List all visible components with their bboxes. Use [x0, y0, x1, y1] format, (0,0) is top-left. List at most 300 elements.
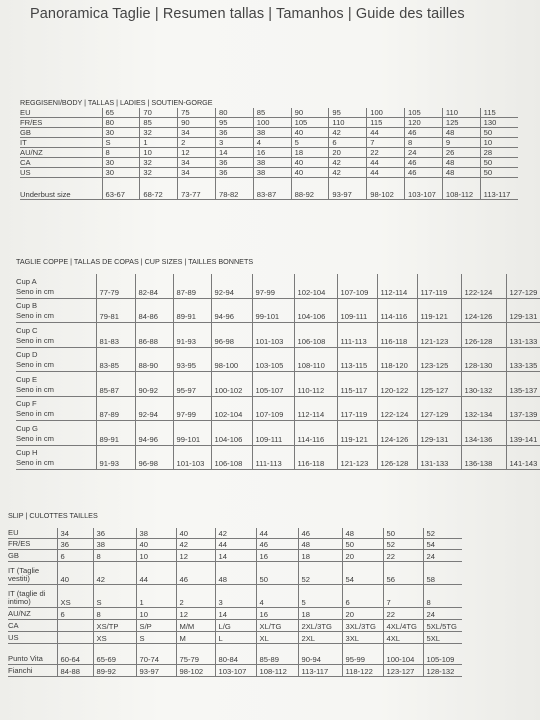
- size-cell: XL/TG: [256, 620, 298, 632]
- size-cell: 85: [140, 118, 178, 128]
- cup-label: [16, 396, 96, 421]
- size-cell: 16: [253, 148, 291, 158]
- size-cell: 48: [298, 539, 342, 550]
- size-cell: 58: [423, 562, 462, 585]
- size-cell: 102-104: [294, 274, 337, 298]
- bra-row: [20, 108, 518, 118]
- size-cell: 87-89: [96, 396, 135, 421]
- cup-name: Cup G: [16, 423, 38, 433]
- size-cell: 93-95: [173, 347, 211, 372]
- cup-label: [16, 298, 96, 323]
- cup-section-title: TAGLIE COPPE | TALLAS DE COPAS | CUP SIZES | TAILLES BONNETS: [16, 257, 254, 266]
- size-cell: 10: [480, 138, 518, 148]
- cup-row: [16, 445, 540, 470]
- cup-measure-label: Seno in cm: [16, 409, 54, 419]
- bra-section-title: REGGISENI/BODY | TALLAS | LADIES | SOUTIEN-GORGE: [20, 98, 213, 107]
- cup-row: [16, 372, 540, 397]
- size-cell: 34: [178, 128, 216, 138]
- size-cell: 46: [176, 562, 215, 585]
- size-cell: 30: [102, 128, 140, 138]
- size-cell: 127-129: [417, 396, 461, 421]
- size-cell: 4: [253, 138, 291, 148]
- size-cell: 50: [256, 562, 298, 585]
- size-cell: L/G: [215, 620, 256, 632]
- size-cell: 24: [405, 148, 443, 158]
- size-cell: 110: [329, 118, 367, 128]
- cup-name: Cup B: [16, 301, 38, 311]
- size-cell: 38: [136, 528, 176, 539]
- size-cell: 48: [442, 168, 480, 178]
- size-cell: 36: [215, 168, 253, 178]
- size-cell: 102-104: [211, 396, 252, 421]
- size-cell: 100-102: [211, 372, 252, 397]
- size-cell: 32: [140, 168, 178, 178]
- bra-row: [20, 168, 518, 178]
- size-cell: 42: [176, 539, 215, 550]
- cup-label: [16, 372, 96, 397]
- size-cell: 1: [136, 585, 176, 608]
- size-cell: 1: [140, 138, 178, 148]
- size-cell: 6: [57, 608, 93, 620]
- size-cell: 108-112: [256, 665, 298, 677]
- size-cell: 65: [102, 108, 140, 118]
- size-cell: 77-79: [96, 274, 135, 298]
- row-label: EU: [20, 108, 102, 118]
- size-cell: 44: [367, 128, 405, 138]
- bra-row: [20, 138, 518, 148]
- cup-row: [16, 421, 540, 446]
- size-cell: S: [102, 138, 140, 148]
- size-cell: 50: [342, 539, 383, 550]
- size-cell: 22: [383, 608, 423, 620]
- size-cell: 135-137: [506, 372, 540, 397]
- size-cell: 44: [136, 562, 176, 585]
- size-cell: 38: [253, 128, 291, 138]
- size-cell: 20: [329, 148, 367, 158]
- size-cell: 48: [442, 128, 480, 138]
- size-cell: 18: [298, 608, 342, 620]
- size-cell: 16: [256, 550, 298, 562]
- size-cell: 118-122: [342, 665, 383, 677]
- size-cell: 124-126: [461, 298, 506, 323]
- size-cell: 94-96: [211, 298, 252, 323]
- slip-measure-row: [8, 665, 462, 677]
- size-cell: 8: [93, 550, 136, 562]
- size-cell: 32: [140, 128, 178, 138]
- size-cell: 65-69: [93, 653, 136, 665]
- size-cell: 40: [291, 128, 329, 138]
- size-cell: S: [136, 632, 176, 644]
- size-cell: 117-119: [417, 274, 461, 298]
- cup-row: [16, 274, 540, 298]
- row-label: GB: [20, 128, 102, 138]
- cup-measure-label: Seno in cm: [16, 335, 54, 345]
- size-cell: 100: [253, 118, 291, 128]
- size-cell: 89-91: [173, 298, 211, 323]
- size-cell: 7: [367, 138, 405, 148]
- size-cell: 40: [291, 158, 329, 168]
- size-cell: 83-85: [96, 347, 135, 372]
- size-cell: 42: [329, 158, 367, 168]
- size-cell: 116-118: [377, 323, 417, 348]
- size-cell: 5: [291, 138, 329, 148]
- size-cell: 101-103: [173, 445, 211, 470]
- size-cell: 115-117: [337, 372, 377, 397]
- cup-row: [16, 396, 540, 421]
- size-cell: 50: [480, 158, 518, 168]
- row-label: AU/NZ: [20, 148, 102, 158]
- size-cell: 20: [342, 550, 383, 562]
- size-cell: 85-89: [256, 653, 298, 665]
- bra-row: [20, 128, 518, 138]
- size-cell: 22: [367, 148, 405, 158]
- cup-measure-label: Seno in cm: [16, 286, 54, 296]
- size-cell: 96-98: [135, 445, 173, 470]
- size-cell: 113-115: [337, 347, 377, 372]
- size-cell: 48: [442, 158, 480, 168]
- size-cell: 105-109: [423, 653, 462, 665]
- size-cell: 98-100: [211, 347, 252, 372]
- size-cell: 123-127: [383, 665, 423, 677]
- size-cell: 106-108: [211, 445, 252, 470]
- size-cell: 114-116: [377, 298, 417, 323]
- size-cell: 44: [215, 539, 256, 550]
- size-cell: 2XL: [298, 632, 342, 644]
- size-cell: 18: [291, 148, 329, 158]
- size-cell: 42: [215, 528, 256, 539]
- size-cell: 121-123: [417, 323, 461, 348]
- size-cell: 42: [93, 562, 136, 585]
- row-label: US: [20, 168, 102, 178]
- cup-row: [16, 323, 540, 348]
- size-cell: 131-133: [417, 445, 461, 470]
- size-cell: 130: [480, 118, 518, 128]
- size-cell: 5: [298, 585, 342, 608]
- size-cell: 127-129: [506, 274, 540, 298]
- slip-measure-row: [8, 653, 462, 665]
- size-cell: 134-136: [461, 421, 506, 446]
- size-cell: 99-101: [173, 421, 211, 446]
- size-cell: 42: [329, 128, 367, 138]
- size-cell: 70: [140, 108, 178, 118]
- size-cell: 90: [178, 118, 216, 128]
- size-cell: 89-91: [96, 421, 135, 446]
- size-cell: 120: [405, 118, 443, 128]
- size-cell: XL: [256, 632, 298, 644]
- row-label: IT: [20, 138, 102, 148]
- size-cell: 97-99: [173, 396, 211, 421]
- size-cell: S: [93, 585, 136, 608]
- size-cell: 126-128: [377, 445, 417, 470]
- size-cell: 119-121: [417, 298, 461, 323]
- size-cell: 16: [256, 608, 298, 620]
- size-cell: 10: [140, 148, 178, 158]
- size-cell: XS: [93, 632, 136, 644]
- size-cell: 88-90: [135, 347, 173, 372]
- size-cell: 40: [57, 562, 93, 585]
- size-cell: 34: [178, 168, 216, 178]
- size-cell: 86-88: [135, 323, 173, 348]
- size-cell: 10: [136, 608, 176, 620]
- size-cell: 9: [442, 138, 480, 148]
- size-cell: 3XL/3TG: [342, 620, 383, 632]
- size-cell: 98-102: [176, 665, 215, 677]
- size-cell: 107-109: [252, 396, 294, 421]
- size-cell: [57, 620, 93, 632]
- size-cell: 22: [383, 550, 423, 562]
- size-cell: 80-84: [215, 653, 256, 665]
- bra-size-table: [20, 108, 518, 200]
- row-label: AU/NZ: [8, 608, 57, 620]
- size-cell: 99-101: [252, 298, 294, 323]
- size-cell: 32: [140, 158, 178, 168]
- slip-row: [8, 550, 462, 562]
- size-cell: 79-81: [96, 298, 135, 323]
- cup-name: Cup D: [16, 350, 38, 360]
- size-cell: 125: [442, 118, 480, 128]
- size-cell: 44: [256, 528, 298, 539]
- size-cell: 34: [178, 158, 216, 168]
- cup-measure-label: Seno in cm: [16, 311, 54, 321]
- size-cell: 4XL: [383, 632, 423, 644]
- size-cell: 124-126: [377, 421, 417, 446]
- size-cell: 30: [102, 168, 140, 178]
- size-cell: 80: [102, 118, 140, 128]
- row-label: FR/ES: [20, 118, 102, 128]
- slip-row: [8, 620, 462, 632]
- size-cell: 36: [215, 158, 253, 168]
- size-cell: 109-111: [252, 421, 294, 446]
- size-cell: 112-114: [294, 396, 337, 421]
- size-cell: 2: [178, 138, 216, 148]
- size-cell: 4XL/4TG: [383, 620, 423, 632]
- row-label: GB: [8, 550, 57, 562]
- size-cell: 6: [57, 550, 93, 562]
- slip-section-title: SLIP | CULOTTES TAILLES: [8, 511, 98, 520]
- size-cell: 36: [93, 528, 136, 539]
- size-cell: 118-120: [377, 347, 417, 372]
- size-cell: 7: [383, 585, 423, 608]
- size-cell: 94-96: [135, 421, 173, 446]
- size-cell: 115: [367, 118, 405, 128]
- size-cell: M: [176, 632, 215, 644]
- size-cell: 119-121: [337, 421, 377, 446]
- size-cell: 63-67: [102, 189, 140, 200]
- row-label: IT (Taglie vestiti): [8, 562, 57, 585]
- size-cell: 96-98: [211, 323, 252, 348]
- size-cell: 91-93: [173, 323, 211, 348]
- size-cell: 6: [329, 138, 367, 148]
- size-cell: 50: [480, 168, 518, 178]
- size-cell: 81-83: [96, 323, 135, 348]
- size-cell: 126-128: [461, 323, 506, 348]
- size-cell: 85: [253, 108, 291, 118]
- size-cell: 18: [298, 550, 342, 562]
- size-cell: 91-93: [96, 445, 135, 470]
- size-cell: 46: [256, 539, 298, 550]
- underbust-row: [20, 189, 518, 200]
- size-cell: 93-97: [329, 189, 367, 200]
- size-cell: 95-99: [342, 653, 383, 665]
- size-cell: 95-97: [173, 372, 211, 397]
- cup-name: Cup C: [16, 325, 38, 335]
- row-label: Punto Vita: [8, 653, 57, 665]
- slip-row: [8, 539, 462, 550]
- size-cell: 12: [176, 608, 215, 620]
- size-cell: 82-84: [135, 274, 173, 298]
- size-cell: 48: [342, 528, 383, 539]
- size-cell: 114-116: [294, 421, 337, 446]
- size-cell: 50: [383, 528, 423, 539]
- size-cell: 3: [215, 138, 253, 148]
- row-label: CA: [20, 158, 102, 168]
- size-cell: 107-109: [337, 274, 377, 298]
- size-cell: 52: [423, 528, 462, 539]
- size-cell: 133-135: [506, 347, 540, 372]
- row-label: EU: [8, 528, 57, 539]
- cup-label: [16, 323, 96, 348]
- size-cell: 117-119: [337, 396, 377, 421]
- size-cell: 84-88: [57, 665, 93, 677]
- size-cell: 68-72: [140, 189, 178, 200]
- size-cell: 93-97: [136, 665, 176, 677]
- size-cell: 125-127: [417, 372, 461, 397]
- size-cell: 10: [136, 550, 176, 562]
- size-cell: 8: [93, 608, 136, 620]
- size-cell: 122-124: [461, 274, 506, 298]
- size-cell: 122-124: [377, 396, 417, 421]
- cup-measure-label: Seno in cm: [16, 384, 54, 394]
- size-cell: 109-111: [337, 298, 377, 323]
- size-cell: 84-86: [135, 298, 173, 323]
- size-cell: 98-102: [367, 189, 405, 200]
- size-cell: 50: [480, 128, 518, 138]
- size-cell: 116-118: [294, 445, 337, 470]
- cup-row: [16, 347, 540, 372]
- size-cell: 100-104: [383, 653, 423, 665]
- size-cell: 105: [405, 108, 443, 118]
- size-cell: 89-92: [93, 665, 136, 677]
- row-label: CA: [8, 620, 57, 632]
- cup-name: Cup A: [16, 276, 37, 286]
- size-cell: 112-114: [377, 274, 417, 298]
- size-cell: 78-82: [215, 189, 253, 200]
- size-cell: 3: [215, 585, 256, 608]
- size-cell: 24: [423, 550, 462, 562]
- size-cell: 4: [256, 585, 298, 608]
- size-cell: 104-106: [211, 421, 252, 446]
- row-label: Fianchi: [8, 665, 57, 677]
- size-cell: 101-103: [252, 323, 294, 348]
- size-cell: 36: [57, 539, 93, 550]
- size-cell: 8: [405, 138, 443, 148]
- size-cell: 40: [176, 528, 215, 539]
- cup-measure-label: Seno in cm: [16, 433, 54, 443]
- size-cell: 111-113: [252, 445, 294, 470]
- size-cell: 111-113: [337, 323, 377, 348]
- size-cell: 108-110: [294, 347, 337, 372]
- size-cell: 120-122: [377, 372, 417, 397]
- cup-label: [16, 274, 96, 298]
- bra-row: [20, 118, 518, 128]
- size-cell: 40: [291, 168, 329, 178]
- size-cell: 137-139: [506, 396, 540, 421]
- cup-name: Cup H: [16, 448, 38, 458]
- size-cell: 128-132: [423, 665, 462, 677]
- bra-row: [20, 158, 518, 168]
- size-cell: 30: [102, 158, 140, 168]
- size-cell: XS: [57, 585, 93, 608]
- size-cell: 36: [215, 128, 253, 138]
- size-cell: 88-92: [291, 189, 329, 200]
- size-cell: 34: [57, 528, 93, 539]
- size-cell: 24: [423, 608, 462, 620]
- bra-row: [20, 148, 518, 158]
- size-cell: 92-94: [135, 396, 173, 421]
- size-cell: 40: [136, 539, 176, 550]
- size-cell: 46: [405, 158, 443, 168]
- row-label: FR/ES: [8, 539, 57, 550]
- size-cell: 54: [423, 539, 462, 550]
- size-cell: 44: [367, 168, 405, 178]
- slip-size-table: [8, 528, 462, 677]
- row-label: Underbust size: [20, 189, 102, 200]
- size-cell: 46: [405, 168, 443, 178]
- size-cell: 90-92: [135, 372, 173, 397]
- size-cell: 129-131: [417, 421, 461, 446]
- size-cell: 123-125: [417, 347, 461, 372]
- size-cell: 75-79: [176, 653, 215, 665]
- size-cell: 90: [291, 108, 329, 118]
- size-cell: 2: [176, 585, 215, 608]
- size-cell: 105: [291, 118, 329, 128]
- row-label: US: [8, 632, 57, 644]
- slip-row: [8, 608, 462, 620]
- size-cell: 8: [423, 585, 462, 608]
- size-cell: L: [215, 632, 256, 644]
- cup-row: [16, 298, 540, 323]
- size-cell: 12: [178, 148, 216, 158]
- size-cell: 129-131: [506, 298, 540, 323]
- size-cell: 52: [383, 539, 423, 550]
- size-cell: 2XL/3TG: [298, 620, 342, 632]
- size-cell: M/M: [176, 620, 215, 632]
- size-cell: 139-141: [506, 421, 540, 446]
- size-cell: 108-112: [442, 189, 480, 200]
- cup-measure-label: Seno in cm: [16, 360, 54, 370]
- size-cell: 38: [253, 158, 291, 168]
- size-cell: 3XL: [342, 632, 383, 644]
- size-cell: 132-134: [461, 396, 506, 421]
- cup-size-table: [16, 274, 540, 470]
- size-cell: 90-94: [298, 653, 342, 665]
- size-cell: 46: [405, 128, 443, 138]
- size-cell: 103-105: [252, 347, 294, 372]
- size-cell: 48: [215, 562, 256, 585]
- size-cell: 60-64: [57, 653, 93, 665]
- size-cell: 95: [215, 118, 253, 128]
- size-cell: 75: [178, 108, 216, 118]
- size-cell: 12: [176, 550, 215, 562]
- size-cell: 26: [442, 148, 480, 158]
- size-cell: XS/TP: [93, 620, 136, 632]
- size-cell: 73-77: [178, 189, 216, 200]
- size-cell: 115: [480, 108, 518, 118]
- size-cell: 136-138: [461, 445, 506, 470]
- cup-label: [16, 421, 96, 446]
- size-cell: 38: [93, 539, 136, 550]
- size-cell: 6: [342, 585, 383, 608]
